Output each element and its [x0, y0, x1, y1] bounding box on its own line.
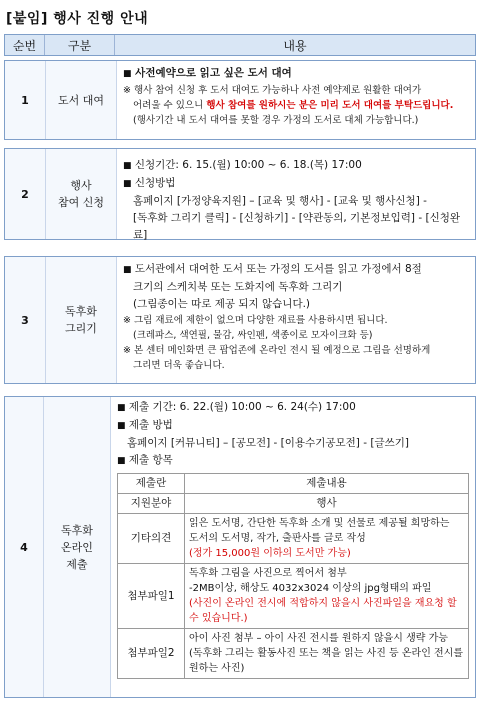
table-value-cell: 아이 사진 첨부 – 아이 사진 전시를 원하지 않을시 생략 가능 (독후화 그리는 활동사진 또는 책을 읽는 사진 등 온라인 전시를 원하는 사진): [185, 629, 469, 679]
price-note: (정가 15,000원 이하의 도서만 가능): [189, 548, 351, 559]
section-number: 2: [5, 149, 46, 239]
table-row: [118, 629, 469, 679]
note-line: ※ 행사 참여 신청 후 도서 대여도 가능하나 사전 예약제로 원활한 대여가: [123, 85, 422, 96]
section-content: [117, 149, 475, 239]
photo-note: (사진이 온라인 전시에 적합하지 않을시 사진파일을 재요청 할 수 있습니다.): [189, 598, 457, 624]
path-line: 홈페이지 [가정양육지원] – [교육 및 행사] - [교육 및 행사신청] -: [133, 195, 427, 207]
table-value-cell: 행사: [185, 494, 469, 514]
content-bullet: ■ 제출 항목: [117, 454, 173, 466]
section-number: 4: [5, 397, 44, 697]
section-content: [117, 257, 475, 383]
path-line: [독후화 그리기 클릭] - [신청하기] - [약관동의, 기본정보입력] - [신청완료]: [133, 212, 460, 241]
content-bullet: ■ 신청기간: 6. 15.(월) 10:00 ~ 6. 18.(목) 17:00: [123, 159, 362, 171]
section-content: [111, 397, 475, 697]
header-content: 내용: [283, 38, 307, 53]
table-key-cell: 첨부파일1: [118, 564, 185, 629]
section-drawing: [4, 256, 476, 384]
content-line: 크기의 스케치북 또는 도화지에 독후화 그리기: [133, 281, 343, 293]
section-type: 행사 참여 신청: [46, 149, 117, 239]
table-value-cell: 읽은 도서명, 간단한 독후화 소개 및 선물로 제공될 희망하는 도서의 도서명, 작가, 출판사를 글로 작성 (정가 15,000원 이하의 도서만 가능): [185, 514, 469, 564]
table-key-cell: 지원분야: [118, 494, 185, 514]
submission-table: [117, 473, 469, 679]
section-number: 1: [5, 61, 46, 139]
content-line: (그림종이는 따로 제공 되지 않습니다.): [133, 298, 311, 310]
content-bullet: ■ 신청방법: [123, 177, 176, 189]
page-title: [붙임] 행사 진행 안내: [6, 11, 149, 27]
section-content: [117, 61, 475, 139]
note-line: 어려울 수 있으니 행사 참여를 원하시는 분은 미리 도서 대여를 부탁드립니다.: [133, 100, 454, 111]
section-type: 독후화 온라인 제출: [44, 397, 111, 697]
path-line: 홈페이지 [커뮤니티] – [공모전] - [이용수기공모전] - [글쓰기]: [127, 437, 409, 449]
section-registration: [4, 148, 476, 240]
table-row: [118, 514, 469, 564]
header-no: 순번: [5, 35, 45, 55]
content-bullet: ■ 사전예약으로 읽고 싶은 도서 대여: [123, 67, 292, 79]
table-row: [118, 494, 469, 514]
table-header: [4, 34, 476, 56]
content-bullet: ■ 도서관에서 대여한 도서 또는 가정의 도서를 읽고 가정에서 8절: [123, 263, 422, 275]
note-line: (행사기간 내 도서 대여를 못할 경우 가정의 도서로 대체 가능합니다.): [133, 115, 419, 126]
note-highlight: 행사 참여를 원하시는 분은 미리 도서 대여를 부탁드립니다.: [206, 100, 454, 111]
table-key-cell: 기타의견: [118, 514, 185, 564]
table-key-cell: 첨부파일2: [118, 629, 185, 679]
content-bullet: ■ 제출 방법: [117, 419, 173, 431]
table-header-cell: 제출란: [118, 474, 185, 494]
section-type: 독후화 그리기: [46, 257, 117, 383]
note-line: (크레파스, 색연필, 물감, 싸인펜, 색종이로 모자이크화 등): [133, 330, 373, 341]
note-line: ※ 본 센터 메인화면 큰 팝업존에 온라인 전시 될 예정으로 그림을 선명하게: [123, 345, 431, 356]
section-type: 도서 대여: [46, 61, 117, 139]
header-type: 구분: [45, 35, 115, 55]
table-row: [118, 474, 469, 494]
section-book-rental: [4, 60, 476, 140]
content-bullet: ■ 제출 기간: 6. 22.(월) 10:00 ~ 6. 24(수) 17:00: [117, 401, 356, 413]
note-line: ※ 그림 재료에 제한이 없으며 다양한 재료를 사용하시면 됩니다.: [123, 315, 388, 326]
table-value-cell: 독후화 그림을 사진으로 찍어서 첨부 -2MB이상, 해상도 4032x3024 이상의 jpg형태의 파일 (사진이 온라인 전시에 적합하지 않을시 사진파일을 재요청 할 수 있습니다.): [185, 564, 469, 629]
table-row: [118, 564, 469, 629]
section-number: 3: [5, 257, 46, 383]
table-header-cell: 제출내용: [185, 474, 469, 494]
section-online-submission: [4, 396, 476, 698]
note-line: 그리면 더욱 좋습니다.: [133, 360, 225, 371]
